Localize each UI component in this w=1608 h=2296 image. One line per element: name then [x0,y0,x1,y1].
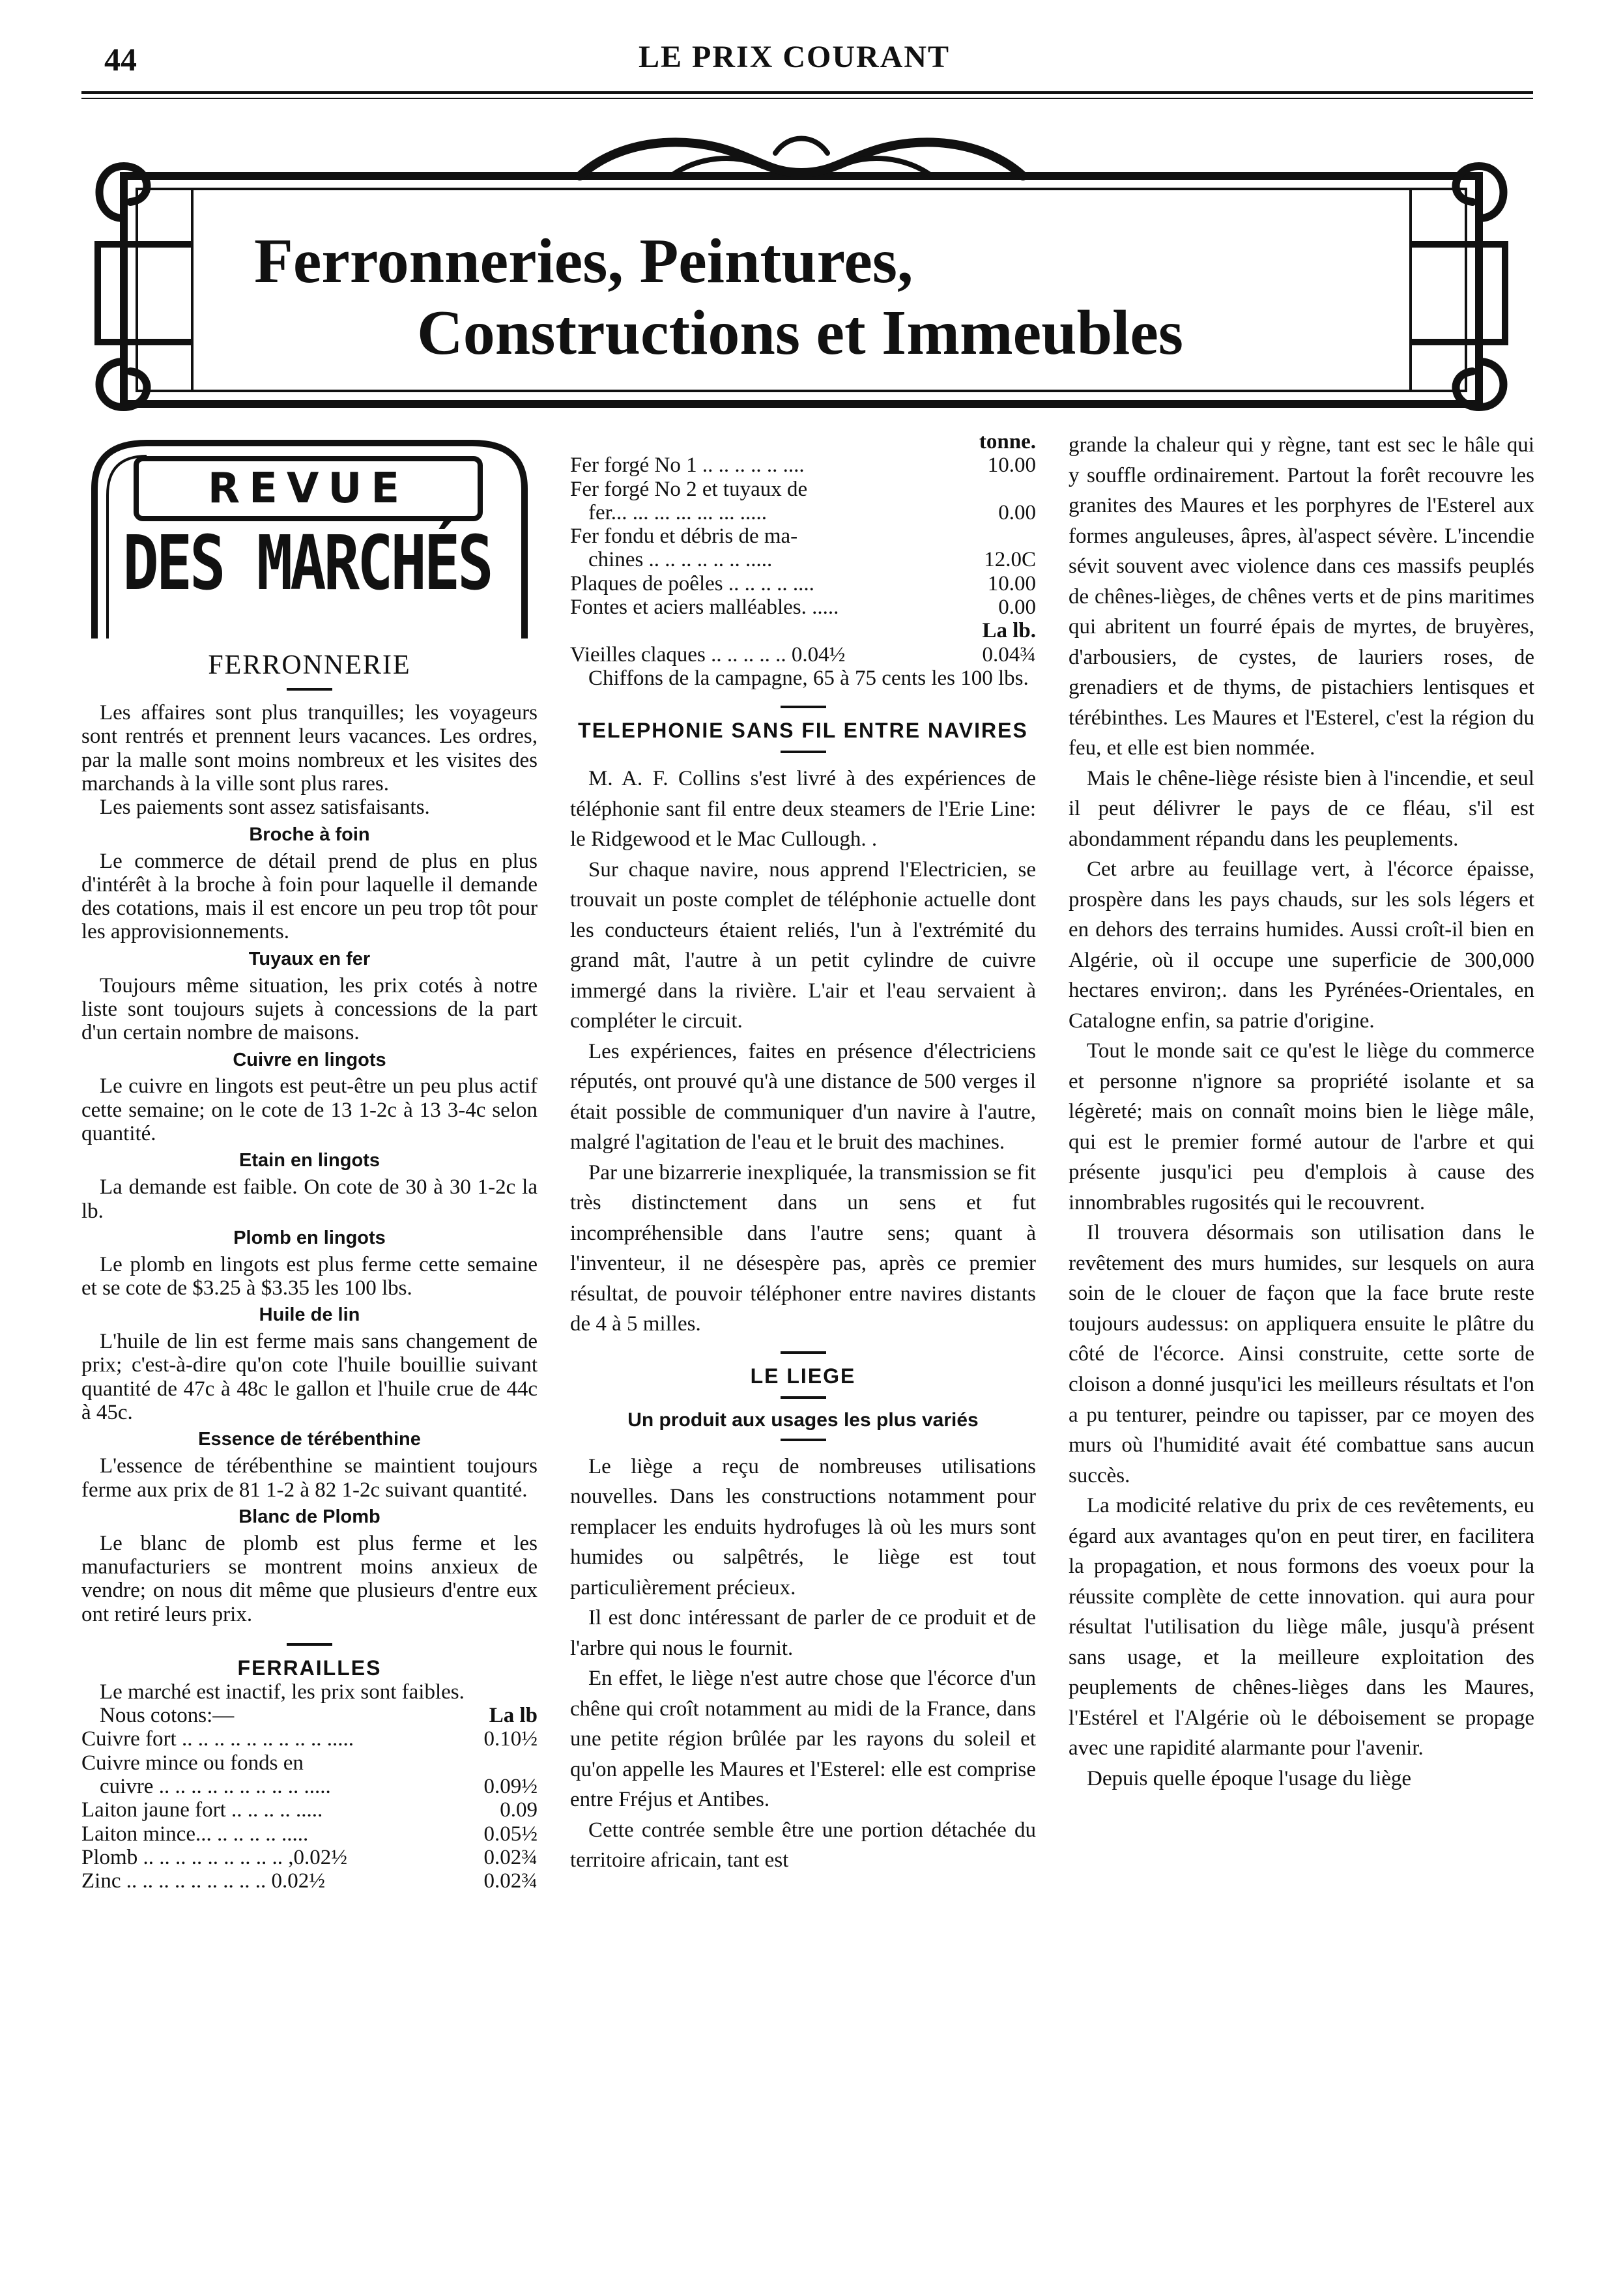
telephonie-article [570,764,1036,1340]
price-row [570,501,1036,524]
divider [287,688,332,691]
item-name: Zinc .. .. .. .. .. .. .. .. .. 0.02½ [81,1869,325,1893]
ferronnerie-payments: Les paiements sont assez satisfaisants. [100,796,430,820]
column-left [81,430,538,1893]
item-price: 0.10½ [483,1727,538,1751]
article-paragraph: Cette contrée semble être une portion détachée du territoire africain, tant est [570,1818,1036,1873]
divider [781,1351,826,1354]
article-paragraph: M. A. F. Collins s'est livré à des expériences de téléphonie sant fil entre deux steamers de l'Erie Line: le Ridgewood et le Mac Cullough. . [570,767,1036,852]
divider [781,751,826,753]
price-row [81,1822,538,1846]
item-name: Cuivre mince ou fonds en [81,1751,304,1775]
item-price: 0.09 [500,1798,538,1822]
subheading: Huile de lin [259,1304,360,1326]
section-text: Le cuivre en lingots est peut-être un peu plus actif cette semaine; on le cote de 13 1-2c à 13 3-4c selon quantité. [81,1074,538,1146]
liege-article-part2 [1069,430,1534,1794]
item-name: Fontes et aciers malléables. ..... [570,596,839,620]
header-rule-thin [81,98,1533,99]
divider [287,1643,332,1646]
item-name: Plomb .. .. .. .. .. .. .. .. .. ,0.02½ [81,1845,347,1869]
divider [781,1396,826,1399]
price-row [570,524,1036,548]
price-row [81,1751,538,1775]
price-row [81,1869,538,1893]
journal-title: LE PRIX COURANT [639,40,951,74]
item-price: 10.00 [987,571,1036,596]
item-price: 12.0C [984,548,1036,572]
price-row [570,453,1036,477]
price-row [81,1798,538,1822]
logo-revue: REVUE [134,456,483,521]
subheading: Blanc de Plomb [238,1506,380,1527]
article-paragraph: En effet, le liège n'est autre chose que l'écorce d'un chêne qui croît notamment au midi de la France, dans une petite région brûlée par les rayons du soleil et qu'on appelle les Maures et l'Esterel: elle est comprise entre Fréjus et Antibes. [570,1667,1036,1812]
ferrailles-heading: FERRAILLES [237,1656,382,1680]
item-price: 0.05½ [483,1822,538,1846]
item-price: 0.02¾ [483,1869,538,1893]
item-price: 10.00 [987,453,1036,478]
item-price: 0.00 [998,500,1036,524]
column-right [1069,430,1534,1794]
logo-des-marches: DES MARCHÉS [122,519,491,607]
item-name: Laiton jaune fort .. .. .. .. ..... [81,1798,323,1822]
header-rule [81,91,1533,94]
price-row [570,572,1036,596]
article-paragraph: Par une bizarrerie inexpliquée, la transmission se fit très distinctement dans un sens et fut incompréhensible dans l'autre sens; quant à l'inventeur, il ne désespère pas, après ce premier résultat, de pouvoir téléphoner entre navires distants de 4 à 5 milles. [570,1160,1036,1336]
section-banner [85,127,1518,414]
article-paragraph: Sur chaque navire, nous apprend l'Electricien, se trouvait un poste complet de téléphonie actuelle dont les conducteurs étaient reliés, l'un à l'extrémité du grand mât, l'autre à un petit cylindre de cuivre immergé dans la rivière. L'air et l'eau servaient à compléter le circuit. [570,857,1036,1033]
price-row [570,548,1036,571]
item-name: Vieilles claques .. .. .. .. .. 0.04½ [570,642,846,667]
item-name: Cuivre fort .. .. .. .. .. .. .. .. .. ..... [81,1727,354,1751]
item-name: fer... ... ... ... ... ... ..... [588,500,768,524]
subheading: Broche à foin [249,824,370,845]
item-price: 0.04¾ [982,642,1036,667]
unit-tonne: tonne. [979,430,1036,453]
article-paragraph: Cet arbre au feuillage vert, à l'écorce épaisse, prospère dans les pays chauds, sur les sols légers et en dehors des terrains humides. Aussi croît-il bien en Algérie, où il occupe une superficie de 300,000 hectares environ;. dans les Pyrénées-Orientales, en Catalogne enfin, sa patrie d'origine. [1069,857,1534,1033]
ferronnerie-heading: FERRONNERIE [208,650,411,680]
section-text: Le blanc de plomb est plus ferme et les manufacturiers se montrent moins anxieux de vendre; on nous dit même que plusieurs d'entre eux ont retiré leurs prix. [81,1531,538,1626]
article-paragraph: Depuis quelle époque l'usage du liège [1087,1766,1412,1790]
item-name: Fer fondu et débris de ma- [570,524,798,549]
section-text: Le commerce de détail prend de plus en plus d'intérêt à la broche à foin pour laquelle il demande des cotations, mais il est encore un peu trop tôt pour les approvisionnements. [81,849,538,944]
unit-lb: La lb. [982,619,1036,643]
liege-heading: LE LIEGE [750,1364,856,1388]
section-text: L'huile de lin est ferme mais sans changement de prix; c'est-à-dire qu'on cote l'huile bouillie suivant quantité de 47c à 48c le gallon et l'huile crue de 44c à 45c. [81,1330,538,1425]
ferrailles-intro: Le marché est inactif, les prix sont faibles. [100,1680,465,1704]
item-price: 0.00 [998,596,1036,620]
divider [781,1439,826,1441]
article-paragraph: Mais le chêne-liège résiste bien à l'incendie, et seul il peut délivrer le pays de ce fléau, s'il est abondamment répandu dans les peuplements. [1069,766,1534,851]
subheading: Plomb en lingots [233,1227,386,1248]
liege-article-part1 [570,1452,1036,1876]
article-paragraph: La modicité relative du prix de ces revêtements, eu égard aux avantages qu'on en peut tirer, en facilitera la propagation, et nous formons des voeux pour la réussite complète de cette innovation. qui aura pour résultat l'utilisation du liège mâle, jusqu'à présent sans usage, et la meilleure exploitation des peuplements de chênes-lièges dans les Maures, l'Estérel et l'Algérie où le déboisement se propage avec une rapidité alarmante pour l'avenir. [1069,1494,1534,1760]
price-row [570,478,1036,501]
article-paragraph: Tout le monde sait ce qu'est le liège du commerce et personne n'ignore sa propriété isolante et sa légèreté; mais on connaît moins bien le liège mâle, qui est le premier formé autour de l'arbre et qui présente jusqu'ici peu d'emplois à cause des innombrables rugosités qui le recouvrent. [1069,1039,1534,1214]
telephonie-heading: TELEPHONIE SANS FIL ENTRE NAVIRES [578,719,1028,743]
banner-title-line2: Constructions et Immeubles [417,298,1183,368]
column-middle [570,430,1036,1876]
price-row [570,643,1036,667]
item-name: cuivre .. .. .. .. .. .. .. .. .. ..... [100,1774,331,1798]
subheading: Etain en lingots [239,1150,380,1171]
price-row [81,1775,538,1798]
page-number: 44 [104,41,137,78]
item-price: 0.09½ [483,1774,538,1798]
item-name: Laiton mince... .. .. .. .. ..... [81,1822,309,1846]
cotons-label: Nous cotons:— [100,1704,235,1728]
section-text: L'essence de térébenthine se maintient toujours ferme aux prix de 81 1-2 à 82 1-2c suivant quantité. [81,1454,538,1502]
ferronnerie-intro: Les affaires sont plus tranquilles; les voyageurs sont rentrés et prennent leurs vacances. Les ordres, par la malle sont moins nombreux et les visites des marchands à la ville sont plus rares. [81,701,538,796]
article-paragraph: grande la chaleur qui y règne, tant est sec le hâle qui y souffle ordinairement. Partout la forêt recouvre les granites des Maures et les porphyres de l'Esterel aux formes anguleuses, âpres, àl'aspect sévère. L'incendie sévit souvent avec violence dans ces massifs peuplés de chênes-lièges, de chênes verts et de pins maritimes qui abritent un fourré épais de myrtes, de bruyères, d'arbousiers, de cystes, de lauriers roses, de grenadiers et de thyms, de pistachiers lentisques et térébinthes. Les Maures et l'Esterel, c'est la région du feu, et elle est bien nommée. [1069,433,1534,760]
chiffons-price: Chiffons de la campagne, 65 à 75 cents les 100 lbs. [588,666,1029,690]
section-text: La demande est faible. On cote de 30 à 30 1-2c la lb. [81,1175,538,1223]
item-name: Fer forgé No 2 et tuyaux de [570,477,808,501]
subheading: Essence de térébenthine [198,1429,421,1450]
price-row [81,1846,538,1869]
price-row [81,1727,538,1751]
article-paragraph: Le liège a reçu de nombreuses utilisations nouvelles. Dans les constructions notamment pour remplacer les enduits hydrofuges là où les murs sont humides ou salpêtrés, le liège est tout particulièrement précieux. [570,1454,1036,1600]
revue-des-marches-logo [81,430,531,645]
item-price: 0.02¾ [483,1845,538,1869]
article-paragraph: Il trouvera désormais son utilisation dans le revêtement des murs humides, sur lesquels on aura soin de le clouer de façon que la face brute reste toujours audessus: on appliquera ensuite le plâtre du côté de l'écorce. Ainsi construite, cette sorte de cloison a donné jusqu'ici les meilleurs résultats et l'on a pu tenturer, peindre ou tapisser, par ce moyen des murs où l'humidité avait été combattue sans aucun succès. [1069,1221,1534,1487]
subheading: Cuivre en lingots [233,1049,386,1070]
liege-subtitle: Un produit aux usages les plus variés [627,1409,979,1431]
section-text: Toujours même situation, les prix cotés à notre liste sont toujours sujets à concessions de la part d'un certain nombre de maisons. [81,973,538,1045]
price-row [570,596,1036,619]
unit-label: La lb [489,1704,538,1728]
article-paragraph: Les expériences, faites en présence d'électriciens réputés, ont prouvé qu'à une distance de 500 verges il était possible de communiquer d'un navire à l'autre, malgré l'agitation de l'eau et le bruit des machines. [570,1039,1036,1155]
price-header-row [81,1704,538,1727]
item-name: Fer forgé No 1 .. .. .. .. .. .... [570,453,805,478]
article-paragraph: Il est donc intéressant de parler de ce produit et de l'arbre qui nous le fournit. [570,1606,1036,1660]
section-text: Le plomb en lingots est plus ferme cette semaine et se cote de $3.25 à $3.35 les 100 lbs. [81,1252,538,1300]
subheading: Tuyaux en fer [248,948,371,969]
item-name: Plaques de poêles .. .. .. .. .... [570,571,814,596]
banner-title-line1: Ferronneries, Peintures, [254,226,913,296]
item-name: chines .. .. .. .. .. .. ..... [588,548,773,572]
divider [781,706,826,708]
